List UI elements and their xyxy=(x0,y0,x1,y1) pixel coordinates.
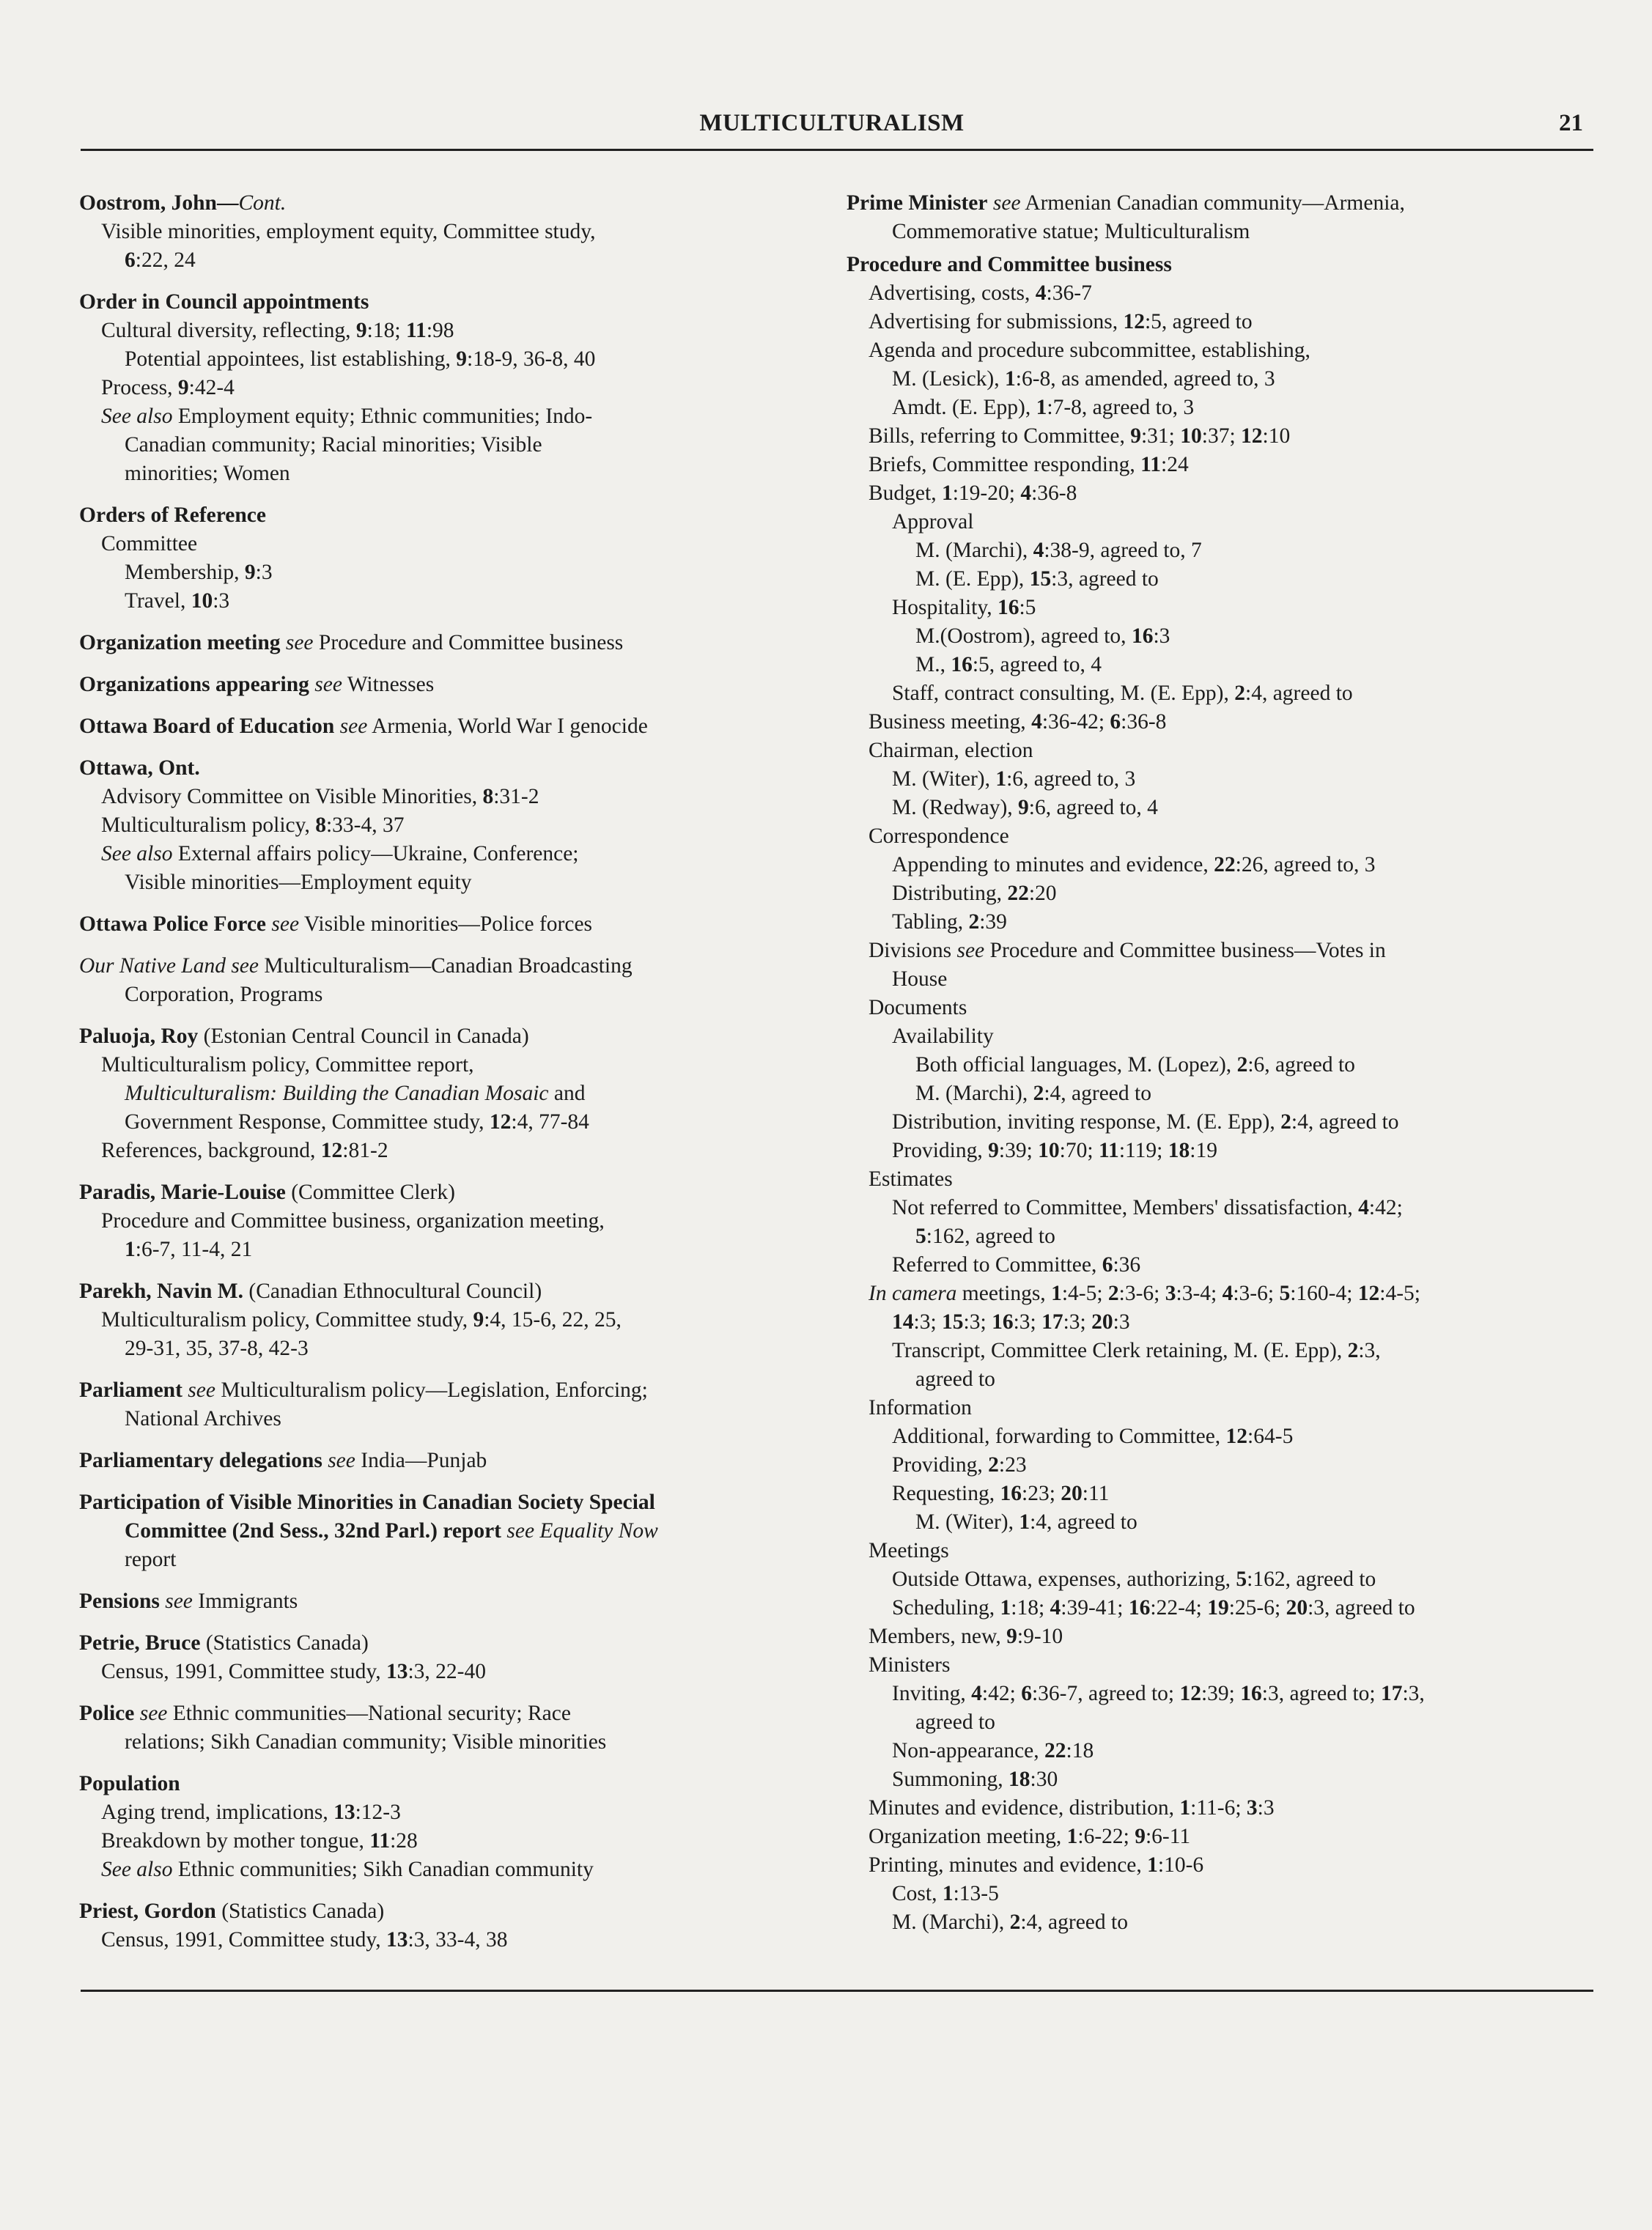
entry-text: Availability xyxy=(892,1024,994,1048)
entry-text: Briefs, Committee responding, 11:24 xyxy=(869,453,1189,476)
entry-text: Multiculturalism—Canadian Broadcasting xyxy=(259,954,633,978)
entry-text: Committee xyxy=(101,532,198,555)
entry-text: Providing, 2:23 xyxy=(892,1453,1027,1477)
see-reference: Multiculturalism: Building the Canadian Mosaic xyxy=(125,1082,549,1105)
index-subentry-line xyxy=(79,1798,823,1827)
index-entry xyxy=(79,1897,823,1954)
page-header xyxy=(81,110,1583,147)
see-reference: Our Native Land see xyxy=(79,954,259,978)
index-subentry-line xyxy=(847,1079,1579,1108)
index-entry xyxy=(79,671,823,699)
footer-rule xyxy=(81,1990,1593,1992)
entry-text: M. (Witer), 1:4, agreed to xyxy=(915,1510,1137,1534)
index-subentry-line xyxy=(79,1137,823,1165)
entry-text: Employment equity; Ethnic communities; Indo- xyxy=(172,405,593,428)
index-heading-line xyxy=(79,1447,823,1475)
index-subentry-line xyxy=(847,1480,1579,1508)
index-subentry-line xyxy=(79,840,823,868)
see-reference: see xyxy=(334,715,368,738)
entry-text: Multiculturalism policy, 8:33-4, 37 xyxy=(101,813,405,837)
see-reference: see xyxy=(951,939,985,962)
index-subentry-line xyxy=(847,1365,1579,1394)
index-subentry-line xyxy=(847,679,1579,708)
entry-text: Immigrants xyxy=(192,1590,298,1613)
index-heading-line xyxy=(79,1178,823,1207)
index-subentry-line xyxy=(847,1651,1579,1680)
index-subentry-line xyxy=(79,1856,823,1884)
entry-text: Correspondence xyxy=(869,824,1009,848)
entry-text: Multiculturalism policy, Committee report, xyxy=(101,1053,474,1077)
entry-text: House xyxy=(892,967,948,991)
index-entry xyxy=(79,501,823,616)
entry-text: Visible minorities—Police forces xyxy=(299,912,593,936)
entry-text: Advertising for submissions, 12:5, agreed to xyxy=(869,310,1253,333)
entry-text: Canadian community; Racial minorities; Visible xyxy=(125,433,542,457)
entry-text: Armenian Canadian community—Armenia, xyxy=(1020,191,1405,215)
index-subentry-line xyxy=(847,994,1579,1022)
index-entry xyxy=(79,1629,823,1686)
entry-text: Referred to Committee, 6:36 xyxy=(892,1253,1141,1277)
index-subentry-line xyxy=(79,981,823,1009)
entry-text: Witnesses xyxy=(342,673,435,696)
index-subentry-line xyxy=(79,811,823,840)
index-subentry-line xyxy=(847,1908,1579,1937)
entry-heading: Organization meeting xyxy=(79,631,281,654)
index-heading-line xyxy=(79,288,823,317)
index-subentry-line xyxy=(79,1926,823,1954)
index-subentry-line xyxy=(79,218,823,246)
entry-text: Approval xyxy=(892,510,974,533)
index-subentry-line xyxy=(79,459,823,488)
index-entry xyxy=(847,251,1579,1937)
entry-text: References, background, 12:81-2 xyxy=(101,1139,388,1162)
entry-text: 5:162, agreed to xyxy=(915,1225,1055,1248)
entry-text: Cultural diversity, reflecting, 9:18; 11:98 xyxy=(101,319,454,342)
page-title: MULTICULTURALISM xyxy=(699,110,965,136)
index-entry xyxy=(79,1376,823,1433)
index-subentry-line xyxy=(847,1508,1579,1537)
entry-text: Ethnic communities—National security; Race xyxy=(167,1702,571,1725)
entry-text: Inviting, 4:42; 6:36-7, agreed to; 12:39; 16:3, agreed to; 17:3, xyxy=(892,1682,1425,1705)
see-reference: See also xyxy=(101,405,173,428)
entry-text: Government Response, Committee study, 12:4, 77-84 xyxy=(125,1110,589,1134)
index-subentry-line xyxy=(847,218,1579,246)
index-subentry-line xyxy=(847,394,1579,422)
entry-text: Advisory Committee on Visible Minorities, 8:31-2 xyxy=(101,785,539,808)
index-subentry-line xyxy=(847,1537,1579,1565)
index-subentry-line xyxy=(79,1827,823,1856)
index-subentry-line xyxy=(847,451,1579,479)
index-heading-line xyxy=(79,1699,823,1728)
entry-text: Information xyxy=(869,1396,972,1419)
entry-text: Ministers xyxy=(869,1653,951,1677)
index-subentry-line xyxy=(79,374,823,402)
index-entry xyxy=(79,712,823,741)
entry-text: Chairman, election xyxy=(869,739,1033,762)
entry-text: (Statistics Canada) xyxy=(215,1899,385,1923)
index-subentry-line xyxy=(847,1422,1579,1451)
see-reference: In camera xyxy=(869,1282,957,1305)
index-heading-line xyxy=(79,712,823,741)
entry-text: Cont. xyxy=(238,191,287,215)
index-subentry-line xyxy=(847,308,1579,336)
entry-heading: Committee (2nd Sess., 32nd Parl.) report xyxy=(125,1519,502,1543)
entry-heading: Organizations appearing xyxy=(79,673,309,696)
page-number: 21 xyxy=(1559,110,1583,136)
entry-text: Cost, 1:13-5 xyxy=(892,1882,999,1905)
index-entry xyxy=(79,1488,823,1574)
entry-text: Visible minorities—Employment equity xyxy=(125,871,472,894)
entry-heading: Paradis, Marie-Louise xyxy=(79,1181,286,1204)
index-subentry-line xyxy=(79,1334,823,1363)
entry-text: Membership, 9:3 xyxy=(125,561,273,584)
entry-heading: Prime Minister xyxy=(847,191,988,215)
see-reference: see xyxy=(266,912,300,936)
entry-text: Transcript, Committee Clerk retaining, M. (E. Epp), 2:3, xyxy=(892,1339,1381,1362)
entry-text: Potential appointees, list establishing, 9:18-9, 36-8, 40 xyxy=(125,347,596,371)
entry-text: M. (Marchi), 2:4, agreed to xyxy=(892,1910,1128,1934)
index-subentry-line xyxy=(847,336,1579,365)
entry-text: Both official languages, M. (Lopez), 2:6, agreed to xyxy=(915,1053,1355,1077)
entry-text: Divisions xyxy=(869,939,952,962)
entry-text: Organization meeting, 1:6-22; 9:6-11 xyxy=(869,1825,1191,1848)
entry-text: Multiculturalism policy, Committee study, 9:4, 15-6, 22, 25, xyxy=(101,1308,622,1332)
index-subentry-line xyxy=(847,1022,1579,1051)
index-subentry-line xyxy=(847,536,1579,565)
index-subentry-line xyxy=(79,587,823,616)
index-heading-line xyxy=(79,501,823,530)
index-subentry-line xyxy=(847,1051,1579,1079)
entry-text: Tabling, 2:39 xyxy=(892,910,1007,934)
entry-text: M. (Lesick), 1:6-8, as amended, agreed to, 3 xyxy=(892,367,1275,391)
index-subentry-line xyxy=(847,1394,1579,1422)
index-heading-line xyxy=(79,1376,823,1405)
index-subentry-line xyxy=(847,1737,1579,1765)
index-subentry-line xyxy=(847,1108,1579,1137)
entry-text: Requesting, 16:23; 20:11 xyxy=(892,1482,1110,1505)
index-subentry-line xyxy=(847,1280,1579,1308)
entry-heading: Order in Council appointments xyxy=(79,290,369,314)
index-subentry-line xyxy=(847,1337,1579,1365)
entry-text: M.(Oostrom), agreed to, 16:3 xyxy=(915,624,1170,648)
entry-text: (Committee Clerk) xyxy=(285,1181,455,1204)
index-entry xyxy=(847,189,1579,246)
index-subentry-line xyxy=(847,908,1579,937)
entry-text: Additional, forwarding to Committee, 12:64-5 xyxy=(892,1425,1294,1448)
index-heading-line xyxy=(847,189,1579,218)
index-entry xyxy=(79,1770,823,1884)
entry-text: Not referred to Committee, Members' dissatisfaction, 4:42; xyxy=(892,1196,1403,1219)
entry-heading: Priest, Gordon xyxy=(79,1899,216,1923)
index-subentry-line xyxy=(79,783,823,811)
index-entry xyxy=(79,952,823,1009)
see-reference: see xyxy=(280,631,314,654)
index-subentry-line xyxy=(79,1728,823,1757)
entry-text: Hospitality, 16:5 xyxy=(892,596,1036,619)
index-subentry-line xyxy=(847,708,1579,736)
index-subentry-line xyxy=(79,1207,823,1236)
index-subentry-line xyxy=(79,1546,823,1574)
index-subentry-line xyxy=(847,1251,1579,1280)
entry-text: Bills, referring to Committee, 9:31; 10:37; 12:10 xyxy=(869,424,1291,448)
entry-text: Meetings xyxy=(869,1539,949,1562)
index-entry xyxy=(79,288,823,488)
index-heading-line xyxy=(79,1770,823,1798)
index-subentry-line xyxy=(847,1165,1579,1194)
entry-text: Process, 9:42-4 xyxy=(101,376,235,399)
entry-text: Estimates xyxy=(869,1167,953,1191)
entry-text: Amdt. (E. Epp), 1:7-8, agreed to, 3 xyxy=(892,396,1195,419)
entry-text: Advertising, costs, 4:36-7 xyxy=(869,281,1092,305)
index-subentry-line xyxy=(79,1079,823,1108)
index-subentry-line xyxy=(847,622,1579,651)
entry-text: Scheduling, 1:18; 4:39-41; 16:22-4; 19:25-6; 20:3, agreed to xyxy=(892,1596,1415,1620)
entry-text: M. (Marchi), 4:38-9, agreed to, 7 xyxy=(915,539,1202,562)
index-subentry-line xyxy=(79,1236,823,1264)
index-subentry-line xyxy=(79,431,823,459)
entry-text: meetings, 1:4-5; 2:3-6; 3:3-4; 4:3-6; 5:160-4; 12:4-5; xyxy=(956,1282,1420,1305)
entry-heading: Ottawa Police Force xyxy=(79,912,267,936)
entry-text: Summoning, 18:30 xyxy=(892,1768,1058,1791)
see-reference: See also xyxy=(101,1858,173,1881)
entry-text: Providing, 9:39; 10:70; 11:119; 18:19 xyxy=(892,1139,1217,1162)
entry-text: Procedure and Committee business xyxy=(313,631,624,654)
index-subentry-line xyxy=(847,937,1579,965)
right-column xyxy=(847,189,1579,1950)
entry-heading: Participation of Visible Minorities in Canadian Society Special xyxy=(79,1491,655,1514)
entry-heading: Pensions xyxy=(79,1590,160,1613)
see-reference: see xyxy=(159,1590,193,1613)
see-reference: see xyxy=(182,1378,215,1402)
entry-text: agreed to xyxy=(915,1367,995,1391)
entry-text: Appending to minutes and evidence, 22:26, agreed to, 3 xyxy=(892,853,1376,876)
index-entry xyxy=(79,754,823,897)
entry-text: Travel, 10:3 xyxy=(125,589,230,613)
entry-text: Procedure and Committee business, organization meeting, xyxy=(101,1209,605,1233)
entry-text: Breakdown by mother tongue, 11:28 xyxy=(101,1829,418,1853)
index-entry xyxy=(79,1447,823,1475)
header-rule xyxy=(81,149,1593,151)
index-heading-line xyxy=(79,1488,823,1517)
entry-heading: Paluoja, Roy xyxy=(79,1024,199,1048)
index-subentry-line xyxy=(847,851,1579,879)
entry-text: M. (Redway), 9:6, agreed to, 4 xyxy=(892,796,1158,819)
index-heading-line xyxy=(847,251,1579,279)
entry-heading: Population xyxy=(79,1772,180,1795)
entry-text: Budget, 1:19-20; 4:36-8 xyxy=(869,481,1077,505)
index-heading-line xyxy=(79,1022,823,1051)
entry-heading: Parliamentary delegations xyxy=(79,1449,322,1472)
index-heading-line xyxy=(79,671,823,699)
index-heading-line xyxy=(79,1897,823,1926)
entry-heading: Parliament xyxy=(79,1378,182,1402)
entry-text: Census, 1991, Committee study, 13:3, 33-4, 38 xyxy=(101,1928,508,1952)
entry-text: agreed to xyxy=(915,1710,995,1734)
index-subentry-line xyxy=(847,1308,1579,1337)
entry-text: (Estonian Central Council in Canada) xyxy=(198,1024,529,1048)
index-subentry-line xyxy=(79,317,823,345)
entry-text: Outside Ottawa, expenses, authorizing, 5:162, agreed to xyxy=(892,1568,1376,1591)
entry-text: Staff, contract consulting, M. (E. Epp), 2:4, agreed to xyxy=(892,682,1353,705)
entry-text: Commemorative statue; Multiculturalism xyxy=(892,220,1250,243)
index-subentry-line xyxy=(847,765,1579,794)
index-subentry-line xyxy=(847,879,1579,908)
entry-text: 14:3; 15:3; 16:3; 17:3; 20:3 xyxy=(892,1310,1130,1334)
index-subentry-line xyxy=(847,422,1579,451)
index-entry xyxy=(79,1178,823,1264)
index-subentry-line xyxy=(79,1517,823,1546)
entry-text: Procedure and Committee business—Votes in xyxy=(984,939,1386,962)
index-subentry-line xyxy=(847,736,1579,765)
index-entry xyxy=(79,1277,823,1363)
index-subentry-line xyxy=(847,479,1579,508)
index-subentry-line xyxy=(79,530,823,558)
index-subentry-line xyxy=(79,246,823,275)
entry-text: Aging trend, implications, 13:12-3 xyxy=(101,1801,401,1824)
entry-text: Distribution, inviting response, M. (E. Epp), 2:4, agreed to xyxy=(892,1110,1399,1134)
entry-text: External affairs policy—Ukraine, Conference; xyxy=(172,842,579,865)
entry-text: Multiculturalism policy—Legislation, Enforcing; xyxy=(215,1378,648,1402)
index-subentry-line xyxy=(79,1306,823,1334)
index-subentry-line xyxy=(847,1794,1579,1823)
index-subentry-line xyxy=(847,365,1579,394)
index-subentry-line xyxy=(847,822,1579,851)
index-subentry-line xyxy=(847,1851,1579,1880)
index-entry xyxy=(79,189,823,275)
index-subentry-line xyxy=(79,868,823,897)
entry-text: relations; Sikh Canadian community; Visible minorities xyxy=(125,1730,607,1754)
entry-text: 1:6-7, 11-4, 21 xyxy=(125,1238,253,1261)
index-subentry-line xyxy=(847,1880,1579,1908)
index-subentry-line xyxy=(79,1405,823,1433)
entry-heading: Police xyxy=(79,1702,135,1725)
index-heading-line xyxy=(79,629,823,657)
entry-text: India—Punjab xyxy=(355,1449,487,1472)
entry-text: 29-31, 35, 37-8, 42-3 xyxy=(125,1337,309,1360)
left-column xyxy=(79,189,823,1968)
entry-text: Non-appearance, 22:18 xyxy=(892,1739,1094,1762)
index-subentry-line xyxy=(847,279,1579,308)
entry-text: (Canadian Ethnocultural Council) xyxy=(243,1280,542,1303)
index-subentry-line xyxy=(847,508,1579,536)
entry-text: M. (E. Epp), 15:3, agreed to xyxy=(915,567,1159,591)
index-subentry-line xyxy=(79,345,823,374)
index-subentry-line xyxy=(79,1051,823,1079)
index-subentry-line xyxy=(847,1708,1579,1737)
index-subentry-line xyxy=(847,1222,1579,1251)
entry-text: Corporation, Programs xyxy=(125,983,323,1006)
index-entry xyxy=(79,1022,823,1165)
entry-heading: Procedure and Committee business xyxy=(847,253,1172,276)
entry-text: Armenia, World War I genocide xyxy=(367,715,648,738)
entry-heading: Ottawa Board of Education xyxy=(79,715,335,738)
index-entry xyxy=(79,629,823,657)
index-heading-line xyxy=(79,952,823,981)
entry-text: Minutes and evidence, distribution, 1:11-6; 3:3 xyxy=(869,1796,1275,1820)
see-reference: see xyxy=(322,1449,355,1472)
index-subentry-line xyxy=(847,1565,1579,1594)
entry-text: report xyxy=(125,1548,177,1571)
entry-heading: Oostrom, John— xyxy=(79,191,239,215)
entry-text: Members, new, 9:9-10 xyxy=(869,1625,1063,1648)
index-subentry-line xyxy=(847,1622,1579,1651)
entry-text: M. (Witer), 1:6, agreed to, 3 xyxy=(892,767,1136,791)
index-subentry-line xyxy=(847,651,1579,679)
index-heading-line xyxy=(79,189,823,218)
entry-text: Ethnic communities; Sikh Canadian community xyxy=(172,1858,594,1881)
index-subentry-line xyxy=(847,1451,1579,1480)
index-entry xyxy=(79,1699,823,1757)
entry-text: Printing, minutes and evidence, 1:10-6 xyxy=(869,1853,1204,1877)
index-heading-line xyxy=(79,910,823,939)
index-subentry-line xyxy=(847,1594,1579,1622)
see-reference: see xyxy=(134,1702,168,1725)
entry-text: Business meeting, 4:36-42; 6:36-8 xyxy=(869,710,1167,734)
entry-heading: Parekh, Navin M. xyxy=(79,1280,243,1303)
entry-text: Census, 1991, Committee study, 13:3, 22-40 xyxy=(101,1660,486,1683)
entry-text: M. (Marchi), 2:4, agreed to xyxy=(915,1082,1151,1105)
see-reference: see xyxy=(309,673,342,696)
index-subentry-line xyxy=(847,565,1579,594)
index-subentry-line xyxy=(847,794,1579,822)
index-subentry-line xyxy=(79,558,823,587)
entry-heading: Ottawa, Ont. xyxy=(79,756,200,780)
index-entry xyxy=(79,1587,823,1616)
entry-text: Distributing, 22:20 xyxy=(892,882,1057,905)
see-reference: see xyxy=(987,191,1021,215)
index-subentry-line xyxy=(847,1137,1579,1165)
index-heading-line xyxy=(79,1587,823,1616)
entry-text: Visible minorities, employment equity, Committee study, xyxy=(101,220,596,243)
index-subentry-line xyxy=(847,1823,1579,1851)
index-subentry-line xyxy=(847,965,1579,994)
see-reference: see Equality Now xyxy=(501,1519,658,1543)
entry-heading: Orders of Reference xyxy=(79,503,266,527)
index-subentry-line xyxy=(79,1658,823,1686)
index-heading-line xyxy=(79,1629,823,1658)
index-heading-line xyxy=(79,1277,823,1306)
entry-text: M., 16:5, agreed to, 4 xyxy=(915,653,1102,676)
index-subentry-line xyxy=(847,594,1579,622)
entry-text: 6:22, 24 xyxy=(125,248,196,272)
entry-text: (Statistics Canada) xyxy=(200,1631,369,1655)
index-subentry-line xyxy=(847,1194,1579,1222)
index-subentry-line xyxy=(79,1108,823,1137)
entry-text: National Archives xyxy=(125,1407,281,1430)
index-subentry-line xyxy=(847,1680,1579,1708)
index-heading-line xyxy=(79,754,823,783)
entry-text: minorities; Women xyxy=(125,462,290,485)
index-subentry-line xyxy=(847,1765,1579,1794)
index-subentry-line xyxy=(79,402,823,431)
entry-text: Documents xyxy=(869,996,967,1019)
entry-heading: Petrie, Bruce xyxy=(79,1631,201,1655)
entry-text: and xyxy=(548,1082,586,1105)
entry-text: Agenda and procedure subcommittee, establishing, xyxy=(869,339,1310,362)
see-reference: See also xyxy=(101,842,173,865)
index-entry xyxy=(79,910,823,939)
